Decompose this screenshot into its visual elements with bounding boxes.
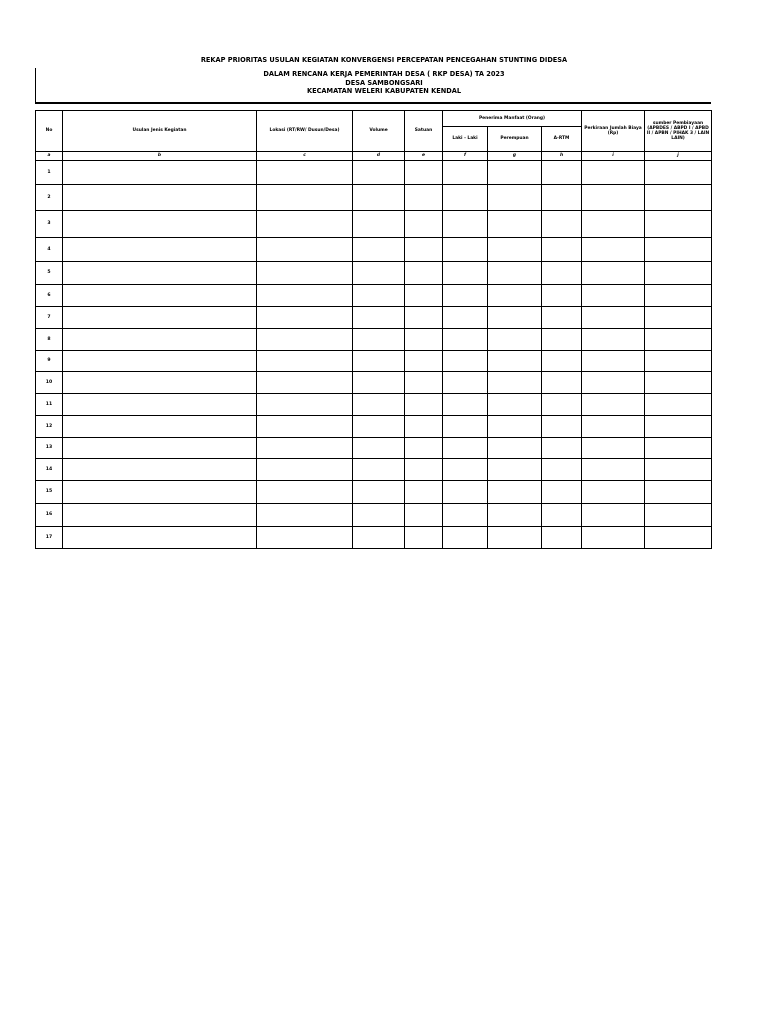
column-letter: e — [405, 152, 443, 161]
table-cell — [63, 262, 257, 285]
table-cell — [63, 285, 257, 307]
table-cell — [405, 416, 443, 438]
table-cell — [257, 185, 353, 211]
table-row — [36, 351, 712, 372]
table-cell — [443, 262, 488, 285]
table-cell — [405, 307, 443, 329]
table-cell — [353, 394, 405, 416]
header-artm: A-RTM — [542, 127, 582, 152]
table-cell — [353, 211, 405, 238]
table-cell — [582, 372, 645, 394]
table-cell — [443, 416, 488, 438]
table-cell — [488, 438, 542, 459]
row-number: 3 — [36, 211, 63, 238]
table-cell — [353, 285, 405, 307]
table-cell — [353, 329, 405, 351]
table-cell — [582, 161, 645, 185]
report-subtitle-rkp: DALAM RENCANA KERJA PEMERINTAH DESA ( RKP DESA) TA 2023 — [263, 70, 505, 78]
table-cell — [405, 504, 443, 527]
table-cell — [645, 351, 712, 372]
table-row — [36, 394, 712, 416]
report-subtitle-kecamatan: KECAMATAN WELERI KABUPATEN KENDAL — [306, 87, 462, 96]
table-cell — [443, 351, 488, 372]
row-number: 1 — [36, 161, 63, 185]
column-letter: i — [582, 152, 645, 161]
report-title: REKAP PRIORITAS USULAN KEGIATAN KONVERGENSI PERCEPATAN PENCEGAHAN STUNTING DIDESA — [200, 56, 568, 64]
table-cell — [488, 185, 542, 211]
table-cell — [257, 438, 353, 459]
table-cell — [353, 351, 405, 372]
table-cell — [257, 238, 353, 262]
table-cell — [257, 459, 353, 481]
table-row — [36, 185, 712, 211]
header-divider — [35, 102, 711, 104]
row-number: 8 — [36, 329, 63, 351]
table-cell — [582, 238, 645, 262]
header-usulan: Usulan Jenis Kegiatan — [63, 111, 257, 152]
table-row — [36, 504, 712, 527]
header-perempuan: Perempuan — [488, 127, 542, 152]
table-cell — [257, 394, 353, 416]
table-cell — [645, 307, 712, 329]
row-number: 16 — [36, 504, 63, 527]
table-cell — [443, 285, 488, 307]
table-cell — [645, 372, 712, 394]
table-cell — [443, 329, 488, 351]
table-cell — [353, 262, 405, 285]
table-cell — [582, 307, 645, 329]
table-cell — [63, 161, 257, 185]
table-cell — [63, 416, 257, 438]
row-number: 10 — [36, 372, 63, 394]
row-number: 11 — [36, 394, 63, 416]
table-cell — [582, 329, 645, 351]
table-row — [36, 285, 712, 307]
table-cell — [542, 504, 582, 527]
table-row — [36, 211, 712, 238]
column-letter: g — [488, 152, 542, 161]
table-cell — [582, 351, 645, 372]
table-cell — [443, 504, 488, 527]
table-cell — [257, 481, 353, 504]
table-cell — [405, 438, 443, 459]
table-cell — [353, 185, 405, 211]
column-letter: a — [36, 152, 63, 161]
priority-table — [35, 110, 712, 549]
table-cell — [582, 527, 645, 549]
table-cell — [542, 161, 582, 185]
table-cell — [257, 211, 353, 238]
table-cell — [645, 459, 712, 481]
table-cell — [582, 211, 645, 238]
table-cell — [542, 438, 582, 459]
table-cell — [63, 372, 257, 394]
table-cell — [542, 285, 582, 307]
table-row — [36, 527, 712, 549]
table-cell — [645, 329, 712, 351]
table-cell — [443, 481, 488, 504]
table-cell — [582, 394, 645, 416]
table-cell — [353, 416, 405, 438]
column-letter-row — [36, 152, 712, 161]
table-cell — [257, 416, 353, 438]
table-cell — [542, 211, 582, 238]
header-sumber-pembiayaan: sumber Pembiayaan (APBDES / ABPD I / APBD II / APBN / PIHAK 3 / LAIN LAIN) — [645, 111, 712, 152]
table-cell — [645, 211, 712, 238]
table-cell — [353, 238, 405, 262]
table-row — [36, 438, 712, 459]
column-letter: f — [443, 152, 488, 161]
table-cell — [542, 527, 582, 549]
table-cell — [645, 285, 712, 307]
table-cell — [582, 504, 645, 527]
column-letter: j — [645, 152, 712, 161]
table-cell — [645, 527, 712, 549]
report-subtitle-desa: DESA SAMBONGSARI — [345, 78, 423, 87]
table-row — [36, 372, 712, 394]
table-cell — [542, 329, 582, 351]
table-cell — [488, 481, 542, 504]
table-cell — [582, 185, 645, 211]
table-cell — [582, 416, 645, 438]
table-cell — [63, 307, 257, 329]
table-cell — [405, 185, 443, 211]
table-cell — [63, 481, 257, 504]
table-cell — [582, 262, 645, 285]
table-cell — [405, 351, 443, 372]
table-cell — [645, 416, 712, 438]
table-cell — [353, 527, 405, 549]
table-row — [36, 459, 712, 481]
table-cell — [645, 238, 712, 262]
column-letter: h — [542, 152, 582, 161]
table-cell — [405, 329, 443, 351]
header-volume: Volume — [353, 111, 405, 152]
table-cell — [63, 211, 257, 238]
table-cell — [542, 185, 582, 211]
table-cell — [63, 238, 257, 262]
table-cell — [353, 438, 405, 459]
table-cell — [542, 394, 582, 416]
row-number: 17 — [36, 527, 63, 549]
table-cell — [405, 372, 443, 394]
row-number: 14 — [36, 459, 63, 481]
table-cell — [488, 307, 542, 329]
table-cell — [542, 262, 582, 285]
table-cell — [63, 504, 257, 527]
table-cell — [353, 504, 405, 527]
table-cell — [488, 285, 542, 307]
table-cell — [443, 238, 488, 262]
row-number: 12 — [36, 416, 63, 438]
table-row — [36, 481, 712, 504]
table-cell — [645, 504, 712, 527]
table-cell — [405, 527, 443, 549]
row-number: 13 — [36, 438, 63, 459]
table-cell — [353, 161, 405, 185]
table-cell — [443, 307, 488, 329]
table-cell — [542, 351, 582, 372]
row-number: 15 — [36, 481, 63, 504]
column-letter: d — [353, 152, 405, 161]
table-cell — [257, 285, 353, 307]
table-cell — [645, 481, 712, 504]
table-cell — [353, 481, 405, 504]
table-cell — [645, 262, 712, 285]
column-letter: b — [63, 152, 257, 161]
row-number: 5 — [36, 262, 63, 285]
table-cell — [405, 481, 443, 504]
table-row — [36, 238, 712, 262]
table-cell — [488, 527, 542, 549]
table-row — [36, 161, 712, 185]
table-cell — [443, 459, 488, 481]
header-perkiraan-biaya: Perkiraan Jumlah Biaya (Rp) — [582, 111, 645, 152]
table-cell — [582, 285, 645, 307]
table-cell — [488, 211, 542, 238]
table-cell — [405, 262, 443, 285]
table-cell — [257, 504, 353, 527]
table-cell — [488, 394, 542, 416]
table-cell — [542, 416, 582, 438]
header-penerima-manfaat: Penerima Manfaat (Orang) — [443, 111, 582, 127]
table-cell — [488, 262, 542, 285]
table-cell — [63, 438, 257, 459]
table-cell — [542, 481, 582, 504]
table-cell — [582, 459, 645, 481]
table-cell — [488, 504, 542, 527]
table-cell — [257, 372, 353, 394]
table-cell — [488, 416, 542, 438]
table-cell — [443, 211, 488, 238]
table-cell — [63, 185, 257, 211]
table-row — [36, 416, 712, 438]
table-cell — [443, 527, 488, 549]
table-cell — [443, 438, 488, 459]
report-subtitle-block — [0, 70, 768, 96]
header-no: No — [36, 111, 63, 152]
table-cell — [443, 372, 488, 394]
table-cell — [405, 238, 443, 262]
table-cell — [542, 238, 582, 262]
table-cell — [257, 161, 353, 185]
header-laki-laki: Laki - Laki — [443, 127, 488, 152]
table-row — [36, 307, 712, 329]
table-cell — [353, 307, 405, 329]
table-cell — [645, 394, 712, 416]
table-cell — [488, 329, 542, 351]
table-cell — [63, 527, 257, 549]
table-cell — [488, 161, 542, 185]
table-cell — [582, 481, 645, 504]
table-cell — [257, 262, 353, 285]
row-number: 2 — [36, 185, 63, 211]
table-cell — [257, 329, 353, 351]
table-cell — [353, 459, 405, 481]
table-cell — [405, 161, 443, 185]
table-cell — [257, 527, 353, 549]
table-cell — [63, 459, 257, 481]
table-cell — [405, 211, 443, 238]
table-cell — [443, 185, 488, 211]
table-cell — [488, 238, 542, 262]
table-cell — [443, 394, 488, 416]
table-cell — [542, 372, 582, 394]
row-number: 6 — [36, 285, 63, 307]
header-satuan: Satuan — [405, 111, 443, 152]
table-cell — [257, 351, 353, 372]
row-number: 7 — [36, 307, 63, 329]
table-cell — [63, 394, 257, 416]
table-cell — [353, 372, 405, 394]
table-cell — [645, 438, 712, 459]
table-row — [36, 329, 712, 351]
table-cell — [542, 459, 582, 481]
table-cell — [542, 307, 582, 329]
table-cell — [645, 185, 712, 211]
row-number: 9 — [36, 351, 63, 372]
table-cell — [63, 351, 257, 372]
header-lokasi: Lokasi (RT/RW/ Dusun/Desa) — [257, 111, 353, 152]
table-cell — [405, 459, 443, 481]
table-cell — [645, 161, 712, 185]
table-cell — [488, 372, 542, 394]
table-cell — [405, 285, 443, 307]
table-cell — [488, 459, 542, 481]
table-row — [36, 262, 712, 285]
row-number: 4 — [36, 238, 63, 262]
table-cell — [488, 351, 542, 372]
left-border-line — [35, 68, 36, 103]
table-cell — [63, 329, 257, 351]
table-cell — [405, 394, 443, 416]
table-cell — [443, 161, 488, 185]
table-cell — [582, 438, 645, 459]
table-cell — [257, 307, 353, 329]
column-letter: c — [257, 152, 353, 161]
